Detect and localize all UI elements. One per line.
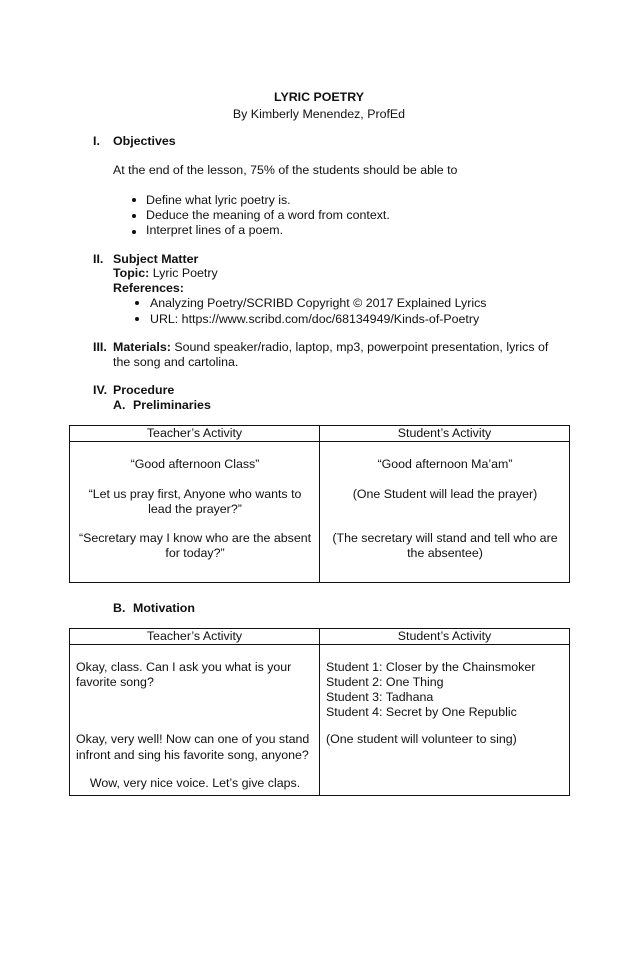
topic-value: Lyric Poetry [152,266,218,280]
bullet-dot [135,301,139,305]
section-heading-procedure: Procedure [113,383,175,397]
teacher-line: favorite song? [76,675,154,689]
student-activity-cell [320,442,570,583]
column-header-student: Student’s Activity [320,629,570,645]
teacher-line: infront and sing his favorite song, anyone? [76,748,309,762]
column-header-teacher: Teacher’s Activity [70,629,320,645]
teacher-line: “Good afternoon Class” [130,457,260,471]
table-row [70,442,570,583]
document-title: LYRIC POETRY [274,90,364,104]
bullet-dot [132,214,136,218]
teacher-activity-cell [70,645,320,796]
section-numeral-procedure: IV. [93,383,108,397]
student-line: (The secretary will stand and tell who are [332,531,558,545]
teacher-activity-cell [70,442,320,583]
teacher-line: “Secretary may I know who are the absent [78,531,312,545]
objective-item: Deduce the meaning of a word from context. [146,208,390,222]
section-heading-objectives: Objectives [113,134,176,148]
student-activity-cell [320,645,570,796]
materials-line-1 [113,339,548,355]
student-line: “Good afternoon Ma’am” [377,457,513,471]
bullet-dot [132,230,136,234]
teacher-line: Wow, very nice voice. Let’s give claps. [89,776,301,790]
section-numeral-objectives: I. [93,134,100,148]
student-line: Student 3: Tadhana [326,690,434,704]
bullet-dot [132,198,136,202]
teacher-line: Okay, very well! Now can one of you stand [76,732,310,746]
column-header-student: Student’s Activity [320,426,570,442]
section-heading-subject-matter: Subject Matter [113,252,199,266]
reference-item: Analyzing Poetry/SCRIBD Copyright © 2017 Explained Lyrics [150,296,487,310]
subsection-heading-motivation: Motivation [133,601,195,615]
objective-item: Interpret lines of a poem. [146,223,284,237]
materials-line-2: the song and cartolina. [113,355,239,369]
table-row [70,645,570,796]
document-byline: By Kimberly Menendez, ProfEd [232,107,406,121]
student-line: (One student will volunteer to sing) [326,732,517,746]
materials-text: Sound speaker/radio, laptop, mp3, powerpoint presentation, lyrics of [174,340,549,354]
references-label: References: [113,281,184,295]
materials-label: Materials: [113,340,171,354]
student-line: Student 4: Secret by One Republic [326,705,517,719]
subsection-letter: B. [113,601,126,615]
section-numeral-materials: III. [93,340,107,354]
teacher-line: for today?” [165,546,225,560]
teacher-line: Okay, class. Can I ask you what is your [76,660,292,674]
topic-line [113,265,218,281]
preliminaries-table [69,425,570,583]
student-line: (One Student will lead the prayer) [352,487,538,501]
student-line: the absentee) [407,546,483,560]
reference-item: URL: https://www.scribd.com/doc/68134949/Kinds-of-Poetry [150,312,480,326]
objective-item: Define what lyric poetry is. [146,193,291,207]
section-numeral-subject-matter: II. [93,252,104,266]
subsection-letter: A. [113,398,126,412]
teacher-line: lead the prayer?” [148,502,242,516]
subsection-heading-preliminaries: Preliminaries [133,398,211,412]
teacher-line: “Let us pray first, Anyone who wants to [88,487,302,501]
bullet-dot [135,317,139,321]
objectives-intro: At the end of the lesson, 75% of the students should be able to [113,163,458,177]
motivation-table [69,628,570,796]
column-header-teacher: Teacher’s Activity [70,426,320,442]
student-line: Student 2: One Thing [326,675,444,689]
student-line: Student 1: Closer by the Chainsmoker [326,660,536,674]
table-header-row [70,629,570,645]
table-header-row [70,426,570,442]
topic-label: Topic: [113,266,150,280]
